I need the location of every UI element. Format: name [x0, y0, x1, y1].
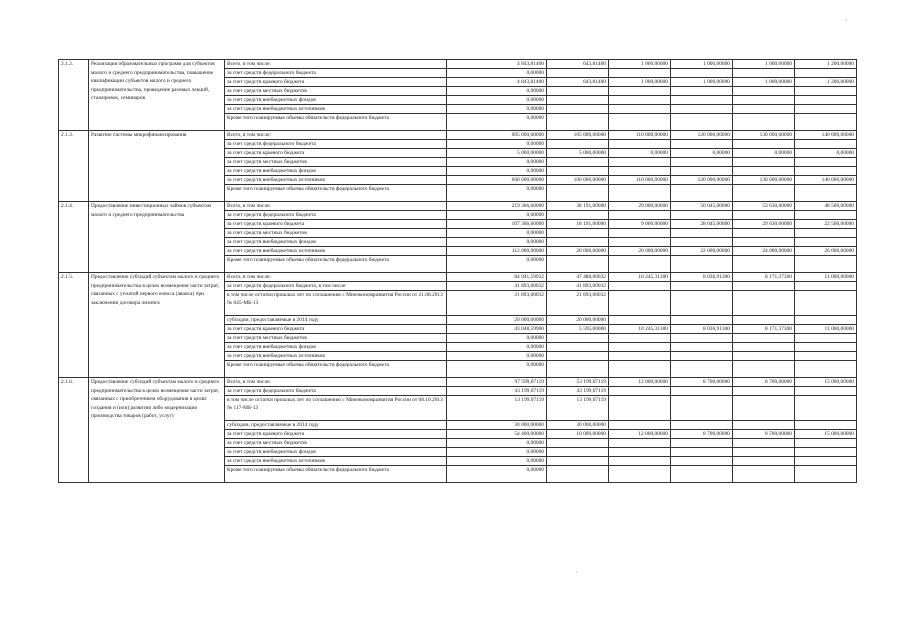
amount-y5: 1 200,00000	[795, 60, 857, 69]
funding-source: Кроме того планируемые объемы обязательств федерального бюджета	[225, 185, 447, 202]
amount-y2	[609, 96, 671, 105]
amount-y1	[547, 448, 609, 457]
amount-y1: 41 893,00032	[547, 282, 609, 291]
amount-y2: 12 000,00000	[609, 378, 671, 387]
amount-y5: 11 000,00000	[795, 273, 857, 282]
amount-y5: 0,00000	[795, 149, 857, 158]
amount-y5: 1 200,00000	[795, 78, 857, 87]
amount-y2	[609, 282, 671, 291]
amount-y2	[609, 448, 671, 457]
amount-y2	[609, 396, 671, 421]
funding-source: субсидии, предоставляемые в 2014 году	[225, 421, 447, 430]
amount-y1: 21 893,00032	[547, 291, 609, 316]
funding-source: за счет средств внебюджетных фондов	[225, 167, 447, 176]
amount-y4	[733, 96, 795, 105]
table-row	[59, 273, 857, 282]
funding-source: субсидии, предоставляемые в 2014 году	[225, 316, 447, 325]
amount-total: 107 366,60000	[447, 220, 547, 229]
funding-source: за счет средств краевого бюджета	[225, 220, 447, 229]
amount-total: 0,00000	[447, 211, 547, 220]
amount-y2	[609, 387, 671, 396]
amount-total: 0,00000	[447, 96, 547, 105]
amount-y4	[733, 291, 795, 316]
amount-y1: 53 199,07119	[547, 378, 609, 387]
amount-total: 4 843,81400	[447, 78, 547, 87]
amount-total: 0,00000	[447, 229, 547, 238]
amount-y4	[733, 316, 795, 325]
amount-y3	[671, 352, 733, 361]
amount-y3	[671, 105, 733, 114]
amount-y3	[671, 256, 733, 273]
amount-y1: 13 199,07119	[547, 396, 609, 421]
amount-y2: 0,00000	[609, 149, 671, 158]
funding-source: Кроме того планируемые объемы обязательств федерального бюджета	[225, 256, 447, 273]
amount-y1: 5 000,00000	[547, 149, 609, 158]
amount-y3	[671, 396, 733, 421]
amount-total: 0,00000	[447, 185, 547, 202]
amount-y3	[671, 69, 733, 78]
amount-y5	[795, 158, 857, 167]
amount-y2	[609, 343, 671, 352]
amount-y5	[795, 421, 857, 430]
amount-y5	[795, 185, 857, 202]
amount-y5	[795, 334, 857, 343]
section-name: Развитие системы микрофинансирования	[89, 131, 225, 202]
amount-total: 0,00000	[447, 448, 547, 457]
amount-y1: 643,81400	[547, 78, 609, 87]
amount-y4	[733, 158, 795, 167]
scan-speck: ·	[845, 16, 848, 25]
amount-y3: 1 000,00000	[671, 78, 733, 87]
amount-y4	[733, 282, 795, 291]
funding-source: за счет средств местных бюджетов	[225, 158, 447, 167]
amount-y5	[795, 229, 857, 238]
amount-y3	[671, 334, 733, 343]
amount-y4	[733, 256, 795, 273]
amount-y2	[609, 87, 671, 96]
amount-y1	[547, 185, 609, 202]
funding-source: за счет средств федерального бюджета	[225, 387, 447, 396]
amount-y1	[547, 457, 609, 466]
amount-y4	[733, 238, 795, 247]
section-name: Предоставление инвестиционных займов субъектам малого и среднего предпринимательства	[89, 202, 225, 273]
amount-y5: 15 000,00000	[795, 430, 857, 439]
amount-total: 0,00000	[447, 457, 547, 466]
amount-y1: 43 199,07119	[547, 387, 609, 396]
amount-total: 0,00000	[447, 334, 547, 343]
funding-source: за счет средств краевого бюджета	[225, 325, 447, 334]
amount-y5: 140 000,00000	[795, 176, 857, 185]
amount-y3: 28 045,00000	[671, 220, 733, 229]
amount-y3	[671, 343, 733, 352]
amount-y3	[671, 87, 733, 96]
budget-table-sheet	[58, 59, 856, 483]
funding-source: за счет средств краевого бюджета	[225, 78, 447, 87]
amount-y1: 105 000,00000	[547, 131, 609, 140]
amount-y4	[733, 114, 795, 131]
amount-y2	[609, 334, 671, 343]
amount-y3	[671, 96, 733, 105]
amount-y5	[795, 457, 857, 466]
section-name: Реализация образовательных программ для субъектов малого и среднего предпринимательства, повышение квалификации субъектов малого и среднего предпринимательства, проведение разовых лекций, стажировок, семинаров	[89, 60, 225, 131]
funding-source: за счет средств внебюджетных фондов	[225, 343, 447, 352]
amount-y2	[609, 211, 671, 220]
amount-y1: 38 191,00000	[547, 202, 609, 211]
amount-y2: 1 000,00000	[609, 60, 671, 69]
amount-y5	[795, 448, 857, 457]
amount-y4	[733, 87, 795, 96]
amount-y5	[795, 140, 857, 149]
amount-y5: 140 000,00000	[795, 131, 857, 140]
amount-y5	[795, 282, 857, 291]
amount-y1: 5 595,00000	[547, 325, 609, 334]
amount-y2: 110 000,00000	[609, 131, 671, 140]
amount-y3	[671, 229, 733, 238]
amount-y3: 50 045,00000	[671, 202, 733, 211]
amount-y3	[671, 282, 733, 291]
funding-source: за счет средств федерального бюджета, в том числе:	[225, 282, 447, 291]
funding-source: в том числе остатки прошлых лет по соглашению с Минэкономразвития России от 08.10.2013 № 117-МБ-13	[225, 396, 447, 421]
amount-total: 0,00000	[447, 105, 547, 114]
amount-y1	[547, 334, 609, 343]
funding-source: Всего, в том числе:	[225, 60, 447, 69]
amount-total: 0,00000	[447, 167, 547, 176]
amount-y5	[795, 105, 857, 114]
amount-y1: 100 000,00000	[547, 176, 609, 185]
section-name: Предоставление субсидий субъектам малого и среднего предпринимательства в целях возмещения части затрат, связанных с приобретением оборудования в целях создания и (или) развития либо модернизации производства товаров (работ, услуг)	[89, 378, 225, 483]
amount-y2: 29 000,00000	[609, 202, 671, 211]
amount-total: 0,00000	[447, 343, 547, 352]
amount-y3	[671, 387, 733, 396]
table-row	[59, 202, 857, 211]
amount-y4	[733, 352, 795, 361]
amount-y5: 11 000,00000	[795, 325, 857, 334]
amount-y3: 8 700,00000	[671, 430, 733, 439]
amount-y1: 10 000,00000	[547, 430, 609, 439]
funding-source: Кроме того планируемые объемы обязательств федерального бюджета	[225, 361, 447, 378]
amount-y4: 8 700,00000	[733, 378, 795, 387]
amount-y4: 0,00000	[733, 149, 795, 158]
amount-y1	[547, 114, 609, 131]
amount-y3	[671, 466, 733, 483]
amount-total: 0,00000	[447, 361, 547, 378]
amount-y4	[733, 211, 795, 220]
amount-y4: 8 171,37300	[733, 325, 795, 334]
amount-y3: 8 700,00000	[671, 378, 733, 387]
amount-y4	[733, 140, 795, 149]
amount-y5	[795, 439, 857, 448]
amount-total: 0,00000	[447, 238, 547, 247]
amount-y1	[547, 256, 609, 273]
amount-y3	[671, 158, 733, 167]
amount-y3	[671, 457, 733, 466]
amount-y4	[733, 396, 795, 421]
amount-y1	[547, 140, 609, 149]
funding-source: Всего, в том числе:	[225, 273, 447, 282]
amount-total: 43 048,59900	[447, 325, 547, 334]
funding-source: за счет средств внебюджетных источников	[225, 247, 447, 256]
amount-y5	[795, 291, 857, 316]
amount-y1	[547, 158, 609, 167]
amount-y1	[547, 343, 609, 352]
amount-y5	[795, 387, 857, 396]
amount-y5	[795, 114, 857, 131]
amount-y3: 8 036,91300	[671, 273, 733, 282]
funding-source: за счет средств внебюджетных источников	[225, 457, 447, 466]
amount-y4	[733, 343, 795, 352]
amount-y1: 643,81400	[547, 60, 609, 69]
amount-total: 41 893,00032	[447, 282, 547, 291]
funding-source: Кроме того планируемые объемы обязательств федерального бюджета	[225, 114, 447, 131]
budget-table-body	[59, 60, 857, 483]
amount-y3	[671, 421, 733, 430]
amount-y1	[547, 87, 609, 96]
section-code: 2.1.3.	[59, 131, 89, 202]
amount-y3	[671, 439, 733, 448]
amount-total: 600 000,00000	[447, 176, 547, 185]
amount-y2	[609, 140, 671, 149]
amount-y1	[547, 466, 609, 483]
amount-total: 605 000,00000	[447, 131, 547, 140]
amount-y5	[795, 256, 857, 273]
table-row	[59, 378, 857, 387]
amount-y4: 130 000,00000	[733, 131, 795, 140]
amount-y2: 10 245,31300	[609, 325, 671, 334]
amount-y3	[671, 167, 733, 176]
amount-y1	[547, 229, 609, 238]
amount-y2	[609, 316, 671, 325]
funding-source: Всего, в том числе:	[225, 131, 447, 140]
amount-y3: 120 000,00000	[671, 176, 733, 185]
funding-source: Всего, в том числе:	[225, 202, 447, 211]
amount-total: 54 400,00000	[447, 430, 547, 439]
amount-y2	[609, 114, 671, 131]
table-row	[59, 60, 857, 69]
funding-source: за счет средств местных бюджетов	[225, 87, 447, 96]
amount-y4: 130 000,00000	[733, 176, 795, 185]
amount-y3	[671, 238, 733, 247]
amount-y1: 47 488,00032	[547, 273, 609, 282]
amount-y5	[795, 361, 857, 378]
amount-y2	[609, 361, 671, 378]
amount-total: 97 599,07119	[447, 378, 547, 387]
amount-y2	[609, 229, 671, 238]
amount-total: 13 199,07119	[447, 396, 547, 421]
amount-y1	[547, 96, 609, 105]
amount-y2: 1 000,00000	[609, 78, 671, 87]
amount-y4	[733, 448, 795, 457]
amount-y4	[733, 457, 795, 466]
amount-y4	[733, 185, 795, 202]
amount-y1: 20 000,00000	[547, 247, 609, 256]
amount-y2: 9 000,00000	[609, 220, 671, 229]
amount-y4: 29 630,60000	[733, 220, 795, 229]
amount-y2: 12 000,00000	[609, 430, 671, 439]
amount-y3: 1 000,00000	[671, 60, 733, 69]
amount-y4: 8 700,00000	[733, 430, 795, 439]
amount-y4: 1 000,00000	[733, 60, 795, 69]
amount-y2	[609, 238, 671, 247]
amount-y5	[795, 343, 857, 352]
funding-source: в том числе остатки прошлых лет по соглашению с Минэкономразвития России от 21.08.2013 № 045-МБ-13	[225, 291, 447, 316]
amount-y2: 110 000,00000	[609, 176, 671, 185]
amount-y4: 8 171,37300	[733, 273, 795, 282]
amount-total: 0,00000	[447, 69, 547, 78]
amount-total: 0,00000	[447, 140, 547, 149]
amount-total: 112 000,00000	[447, 247, 547, 256]
amount-y3	[671, 211, 733, 220]
amount-y2: 20 000,00000	[609, 247, 671, 256]
amount-y5: 48 500,00000	[795, 202, 857, 211]
amount-y4	[733, 69, 795, 78]
scan-speck: ·	[575, 568, 578, 577]
amount-y5	[795, 316, 857, 325]
amount-y5	[795, 396, 857, 421]
amount-y4	[733, 229, 795, 238]
amount-total: 0,00000	[447, 114, 547, 131]
amount-y2	[609, 457, 671, 466]
amount-y3	[671, 448, 733, 457]
section-code: 2.1.4.	[59, 202, 89, 273]
amount-total: 4 843,81400	[447, 60, 547, 69]
funding-source: за счет средств федерального бюджета	[225, 69, 447, 78]
amount-y4: 1 000,00000	[733, 78, 795, 87]
funding-source: за счет средств федерального бюджета	[225, 140, 447, 149]
funding-source: за счет средств местных бюджетов	[225, 229, 447, 238]
amount-y1	[547, 352, 609, 361]
amount-total: 30 000,00000	[447, 421, 547, 430]
amount-total: 5 000,00000	[447, 149, 547, 158]
amount-total: 0,00000	[447, 256, 547, 273]
amount-y4	[733, 167, 795, 176]
amount-y2	[609, 352, 671, 361]
funding-source: Всего, в том числе:	[225, 378, 447, 387]
amount-y1	[547, 238, 609, 247]
amount-y5	[795, 238, 857, 247]
amount-y2	[609, 439, 671, 448]
amount-y4	[733, 334, 795, 343]
amount-total: 20 000,00000	[447, 316, 547, 325]
amount-y2	[609, 291, 671, 316]
amount-y4	[733, 466, 795, 483]
funding-source: за счет средств внебюджетных фондов	[225, 238, 447, 247]
amount-y5: 26 000,00000	[795, 247, 857, 256]
amount-y1: 20 000,00000	[547, 316, 609, 325]
amount-total: 0,00000	[447, 439, 547, 448]
amount-y5	[795, 352, 857, 361]
amount-y5	[795, 87, 857, 96]
amount-y3: 120 000,00000	[671, 131, 733, 140]
funding-source: за счет средств внебюджетных фондов	[225, 96, 447, 105]
amount-total: 43 199,07119	[447, 387, 547, 396]
section-code: 2.1.2.	[59, 60, 89, 131]
amount-y2	[609, 466, 671, 483]
section-code: 2.1.5.	[59, 273, 89, 378]
funding-source: за счет средств краевого бюджета	[225, 149, 447, 158]
amount-y5: 15 000,00000	[795, 378, 857, 387]
amount-y2	[609, 105, 671, 114]
amount-y3: 8 036,91300	[671, 325, 733, 334]
amount-y3	[671, 185, 733, 202]
amount-y1	[547, 69, 609, 78]
amount-total: 84 941,59932	[447, 273, 547, 282]
amount-y4	[733, 439, 795, 448]
amount-total: 219 366,60000	[447, 202, 547, 211]
amount-y3	[671, 114, 733, 131]
funding-source: за счет средств краевого бюджета	[225, 430, 447, 439]
amount-y3: 22 000,00000	[671, 247, 733, 256]
funding-source: за счет средств внебюджетных источников	[225, 176, 447, 185]
amount-y2	[609, 167, 671, 176]
amount-y1	[547, 167, 609, 176]
amount-y1: 18 191,00000	[547, 220, 609, 229]
table-row	[59, 131, 857, 140]
amount-y5	[795, 466, 857, 483]
amount-total: 21 893,00032	[447, 291, 547, 316]
amount-y1	[547, 211, 609, 220]
amount-y3	[671, 291, 733, 316]
amount-y2	[609, 256, 671, 273]
amount-y4	[733, 361, 795, 378]
amount-y4: 53 630,60000	[733, 202, 795, 211]
section-code: 2.1.6.	[59, 378, 89, 483]
amount-y1: 30 000,00000	[547, 421, 609, 430]
amount-y4: 24 000,00000	[733, 247, 795, 256]
funding-source: за счет средств внебюджетных источников	[225, 352, 447, 361]
amount-total: 0,00000	[447, 352, 547, 361]
funding-source: за счет средств федерального бюджета	[225, 211, 447, 220]
amount-y5	[795, 167, 857, 176]
amount-total: 0,00000	[447, 158, 547, 167]
amount-y5: 22 500,00000	[795, 220, 857, 229]
funding-source: за счет средств внебюджетных фондов	[225, 448, 447, 457]
funding-source: за счет средств местных бюджетов	[225, 439, 447, 448]
amount-y5	[795, 69, 857, 78]
amount-y1	[547, 361, 609, 378]
amount-y1	[547, 105, 609, 114]
amount-y3	[671, 140, 733, 149]
amount-y2	[609, 69, 671, 78]
amount-y2	[609, 185, 671, 202]
amount-y2: 10 245,31300	[609, 273, 671, 282]
amount-y5	[795, 211, 857, 220]
amount-y4	[733, 105, 795, 114]
amount-y5	[795, 96, 857, 105]
funding-source: за счет средств внебюджетных источников	[225, 105, 447, 114]
amount-y1	[547, 439, 609, 448]
amount-y2	[609, 158, 671, 167]
amount-y2	[609, 421, 671, 430]
amount-total: 0,00000	[447, 87, 547, 96]
amount-y4	[733, 387, 795, 396]
amount-y3	[671, 361, 733, 378]
funding-source: за счет средств местных бюджетов	[225, 334, 447, 343]
amount-y3: 0,00000	[671, 149, 733, 158]
budget-table	[58, 59, 857, 483]
amount-y3	[671, 316, 733, 325]
amount-y4	[733, 421, 795, 430]
funding-source: Кроме того планируемые объемы обязательств федерального бюджета	[225, 466, 447, 483]
section-name: Предоставление субсидий субъектам малого и среднего предпринимательства в целях возмещения части затрат, связанных с уплатой первого взноса (аванса) при заключении договора лизинга	[89, 273, 225, 378]
amount-total: 0,00000	[447, 466, 547, 483]
